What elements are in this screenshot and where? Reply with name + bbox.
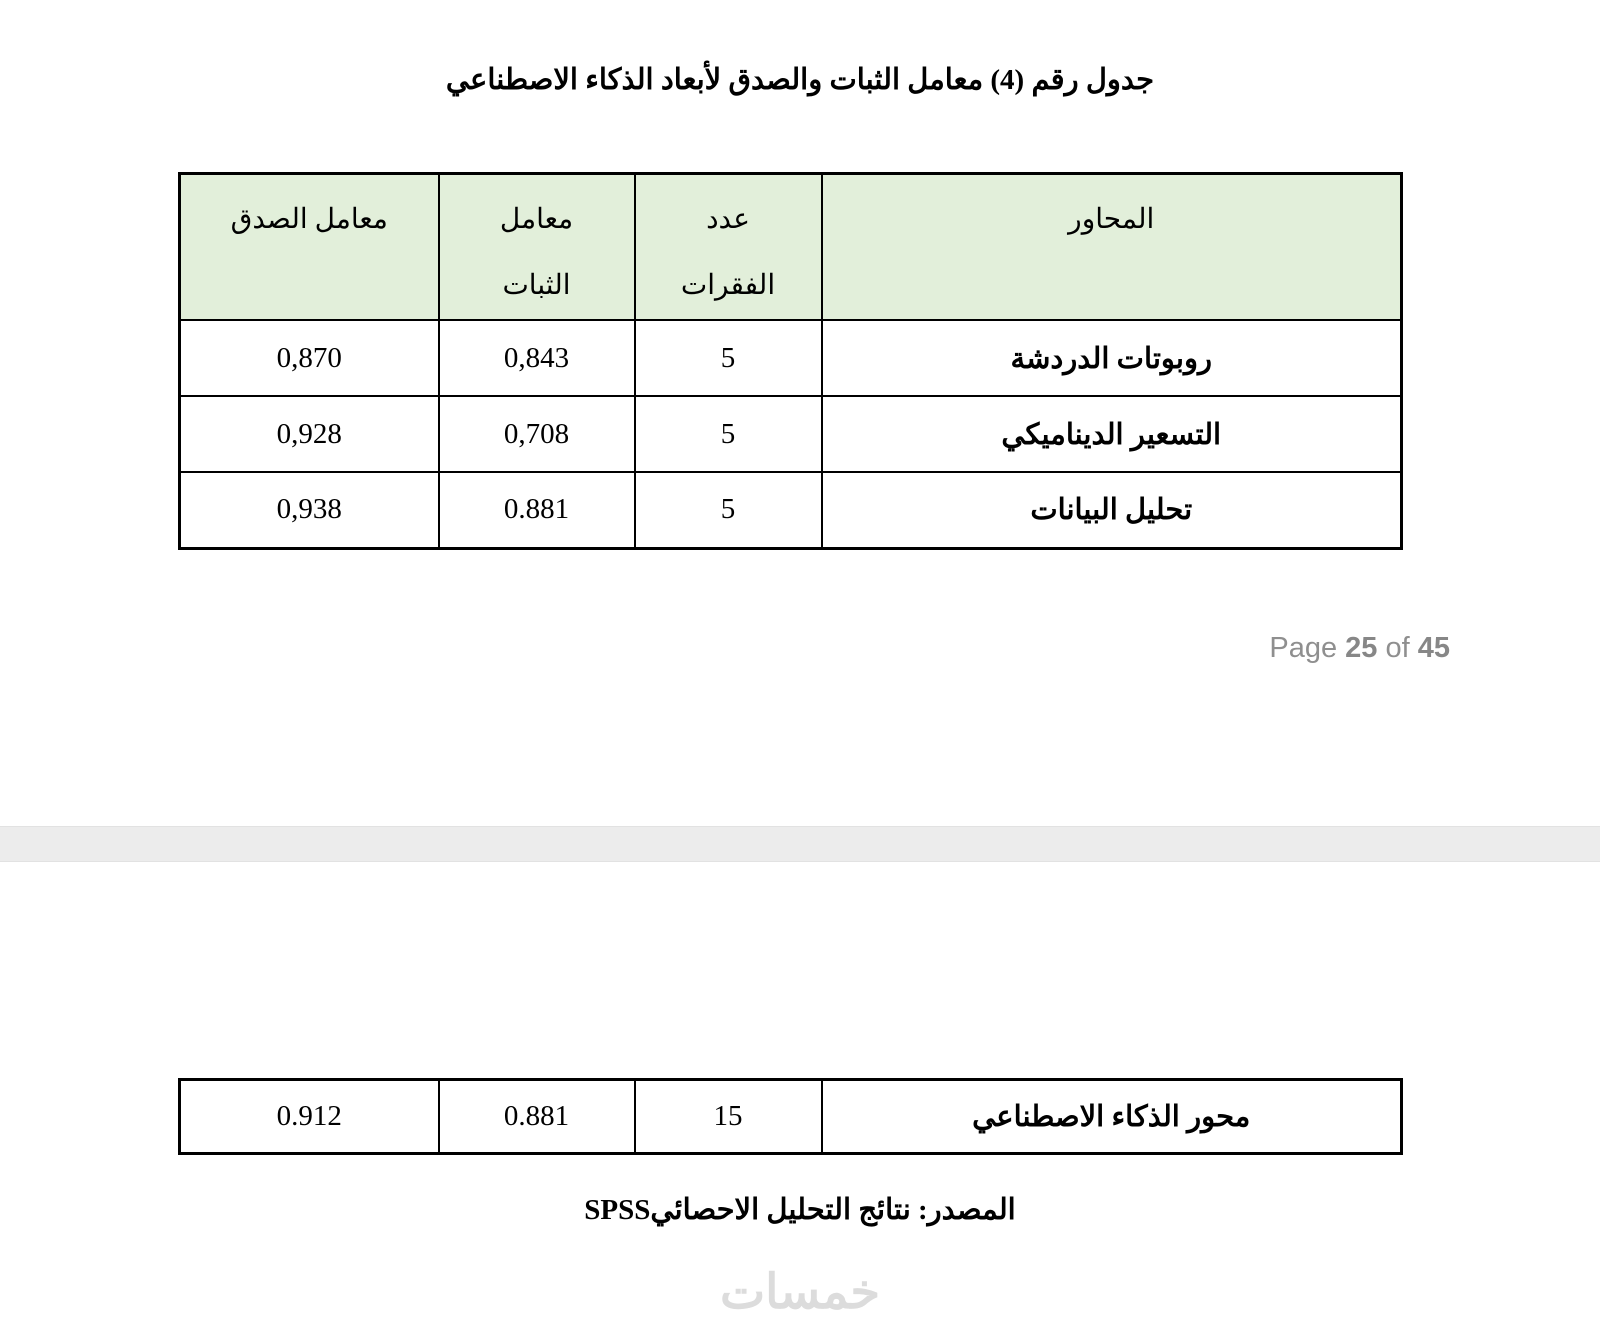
table-row xyxy=(180,320,1402,396)
document-page-2 xyxy=(0,862,1600,1319)
summary-table xyxy=(178,1078,1403,1155)
page-indicator xyxy=(1269,632,1450,665)
table-row xyxy=(180,472,1402,548)
axis-name-cell: تحليل البيانات xyxy=(822,472,1402,548)
axis-name-cell: التسعير الديناميكي xyxy=(822,396,1402,472)
reliability-cell: 0.881 xyxy=(439,1080,635,1154)
items-count-cell: 5 xyxy=(635,472,822,548)
page-indicator-total: 45 xyxy=(1417,632,1450,664)
validity-cell: 0,938 xyxy=(180,472,439,548)
table-header-row xyxy=(180,174,1402,321)
reliability-cell: 0,708 xyxy=(439,396,635,472)
page-separator xyxy=(0,826,1600,862)
page-indicator-prefix: Page xyxy=(1269,632,1338,664)
header-axes: المحاور xyxy=(822,174,1402,321)
validity-cell: 0,870 xyxy=(180,320,439,396)
reliability-cell: 0,843 xyxy=(439,320,635,396)
header-validity: معامل الصدق xyxy=(180,174,439,321)
validity-cell: 0.912 xyxy=(180,1080,439,1154)
source-note: المصدر: نتائج التحليل الاحصائيSPSS xyxy=(584,1194,1016,1226)
items-count-cell: 5 xyxy=(635,396,822,472)
items-count-cell: 5 xyxy=(635,320,822,396)
table-row xyxy=(180,396,1402,472)
table-title: جدول رقم (4) معامل الثبات والصدق لأبعاد الذكاء الاصطناعي xyxy=(445,64,1155,96)
summary-row xyxy=(180,1080,1402,1154)
coefficients-table xyxy=(178,172,1403,550)
reliability-cell: 0.881 xyxy=(439,472,635,548)
watermark: خمسات xyxy=(719,1266,881,1319)
validity-cell: 0,928 xyxy=(180,396,439,472)
page-indicator-of: of xyxy=(1385,632,1410,664)
header-reliability: معامل الثبات xyxy=(439,174,635,321)
items-count-cell: 15 xyxy=(635,1080,822,1154)
header-items-count: عدد الفقرات xyxy=(635,174,822,321)
axis-name-cell: روبوتات الدردشة xyxy=(822,320,1402,396)
page-indicator-current: 25 xyxy=(1345,632,1378,664)
axis-name-cell: محور الذكاء الاصطناعي xyxy=(822,1080,1402,1154)
